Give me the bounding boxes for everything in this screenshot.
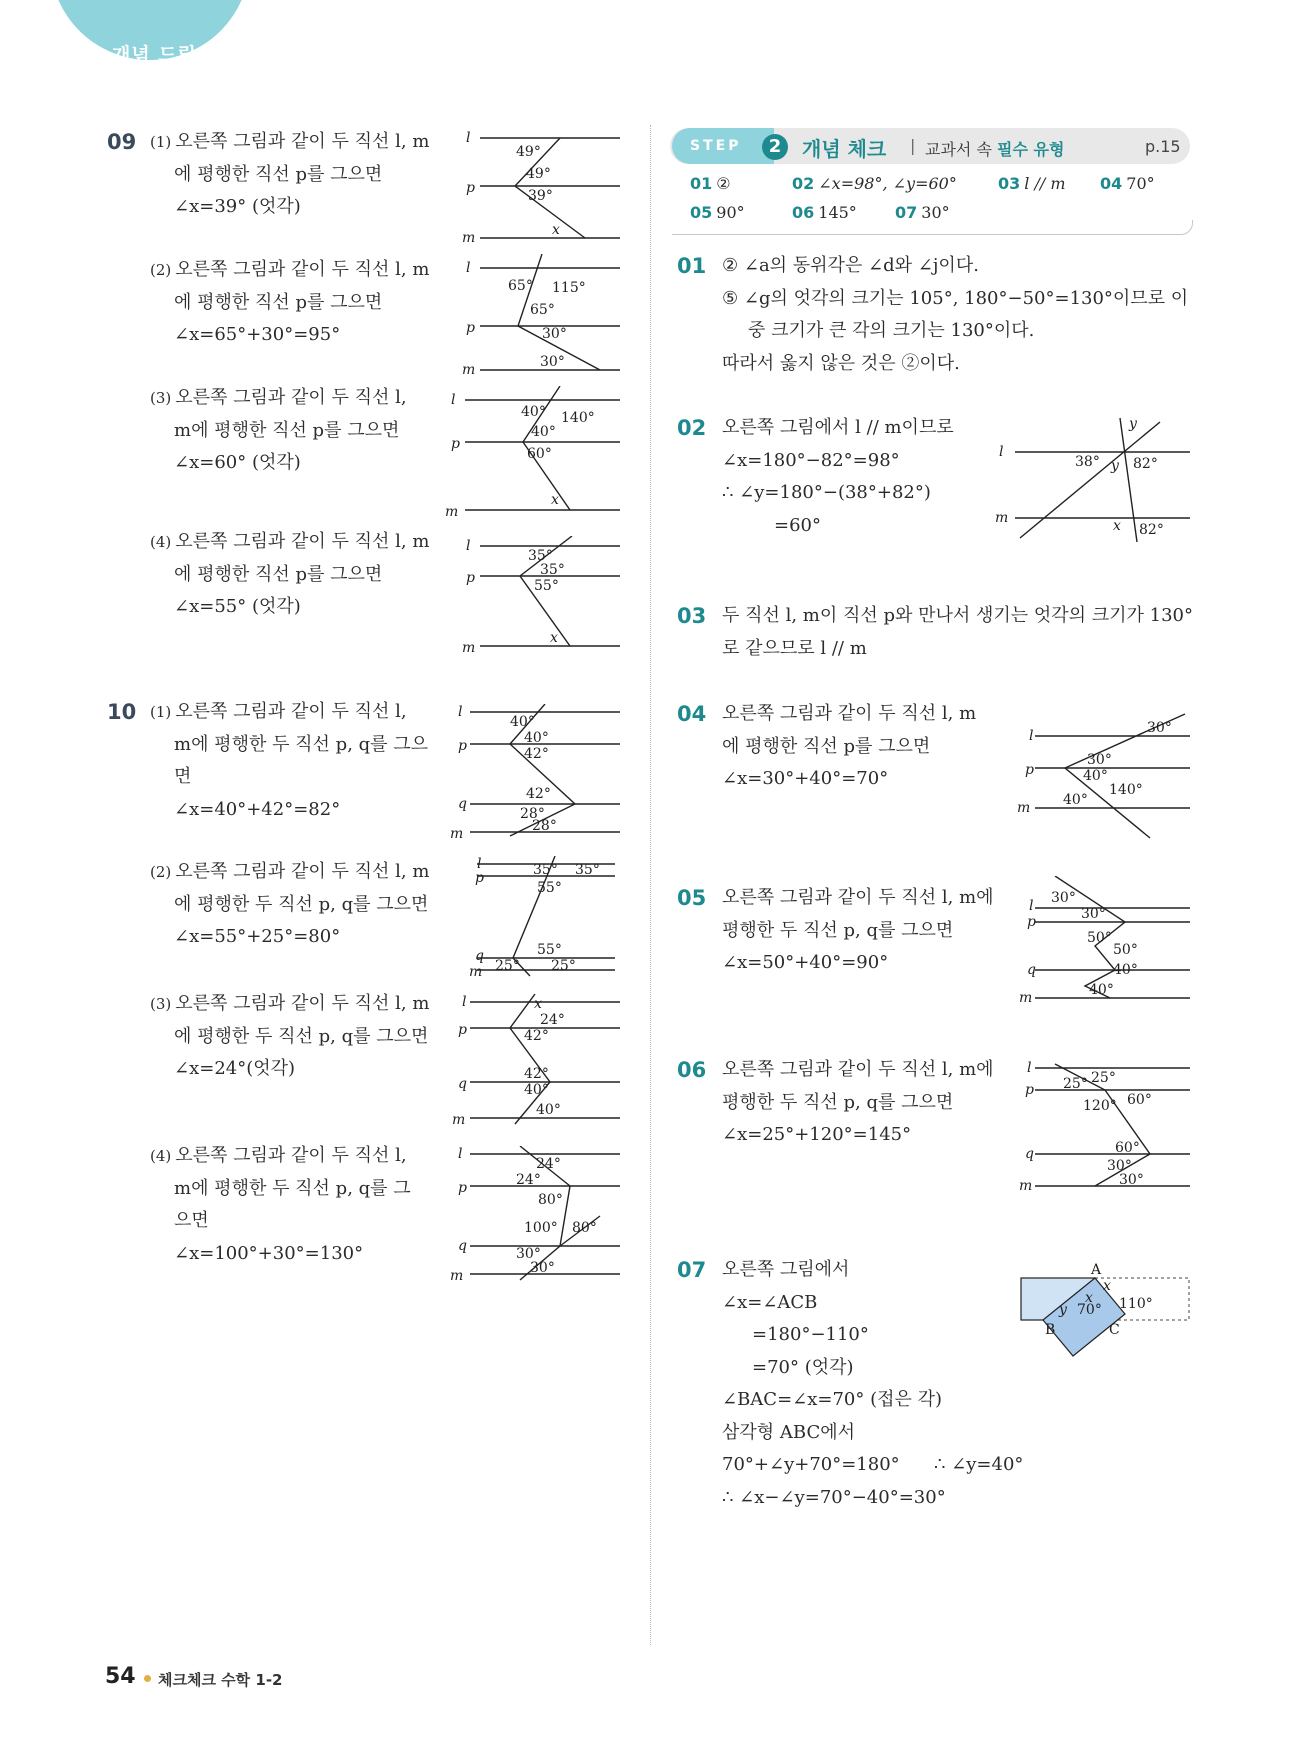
angle-label: 35° [528,548,553,564]
text-line: 오른쪽 그림과 같이 두 직선 l, m에 [722,1059,994,1080]
quick-answer: 06 145° [792,203,857,222]
angle-label: 40° [524,1082,549,1098]
text-line: 중 크기가 큰 각의 크기는 130°이다. [748,320,1035,341]
figure-10-2 [465,856,625,978]
angle-y: y [1129,416,1137,432]
label-l: l [1029,728,1034,744]
angle-label: 60° [1127,1092,1152,1108]
step-subtitle [925,137,1064,160]
angle-label: 100° [524,1220,558,1236]
label-q: q [1025,1146,1034,1162]
label-m: m [995,510,1009,526]
text-line: ∠x=25°+120°=145° [722,1124,912,1145]
label-p: p [1027,914,1036,930]
angle-label: 24° [536,1156,561,1172]
text-line: ∠x=55° (엇각) [174,596,301,617]
text-line: 오른쪽 그림과 같이 두 직선 l, m에 [722,887,994,908]
text-line: 오른쪽 그림에서 [722,1259,850,1280]
text-line: =180°−110° [752,1324,869,1345]
q09-2-text [150,254,440,352]
label-l: l [466,130,471,146]
angle-label: 82° [1139,522,1164,538]
angle-y: y [1059,1302,1067,1318]
figure-05 [1015,876,1195,1011]
text-line: 따라서 옳지 않은 것은 ②이다. [722,352,960,374]
angle-label: 115° [552,280,586,296]
q09-4-text [150,526,440,624]
text-line: 에 평행한 두 직선 p, q를 그으면 [174,1025,429,1047]
angle-label: 30° [516,1246,541,1262]
answer-number: 04 [677,702,707,726]
q10-1-text [150,696,440,826]
label-p: p [458,1180,467,1196]
quick-answer: 07 30° [895,203,950,222]
angle-label: 25° [551,958,576,974]
text-line: ∠x=40°+42°=82° [174,798,341,820]
figure-06 [1015,1058,1195,1198]
label-p: p [475,870,484,886]
text-line: ∠x=∠ACB [722,1291,818,1313]
quick-answer: 04 70° [1100,174,1155,193]
angle-label: 49° [526,166,551,182]
quick-answer: 02 ∠x=98°, ∠y=60° [792,174,957,193]
label-l: l [1029,898,1034,914]
footer-dot [144,1675,151,1682]
label-A: A [1091,1262,1102,1278]
label-C: C [1109,1322,1120,1338]
text-line: 70°+∠y+70°=180° ∴ ∠y=40° [722,1454,1024,1475]
column-divider [650,125,651,1645]
label-p: p [466,570,475,586]
text-line: ∠x=100°+30°=130° [174,1242,364,1264]
text-line: 으면 [174,1210,209,1231]
angle-label: 42° [526,786,551,802]
angle-label: 30° [1087,752,1112,768]
book-title: 체크체크 수학 1-2 [158,1671,283,1689]
text-line: 에 평행한 직선 p를 그으면 [722,735,931,757]
angle-label: 60° [1115,1140,1140,1156]
label-m: m [462,640,476,652]
label-m: m [450,1268,464,1284]
angle-label: 30° [542,326,567,342]
figure-04 [1015,712,1195,842]
angle-label: 25° [1091,1070,1116,1086]
label-p: p [451,436,460,452]
angle-label: 55° [534,578,559,594]
label-m: m [450,826,464,839]
page-number: 54 [105,1664,136,1689]
label-B: B [1045,1322,1056,1338]
angle-label: 30° [1119,1172,1144,1188]
quick-answer: 05 90° [690,203,745,222]
answer-07-text [722,1254,1023,1514]
angle-label: 40° [521,404,546,420]
text-line: ⑤ ∠g의 엇각의 크기는 105°, 180°−50°=130°이므로 이 [722,287,1189,309]
angle-x: x [1085,1290,1093,1306]
label-q: q [475,948,484,964]
text-line: 오른쪽 그림과 같이 두 직선 l, [175,701,407,722]
angle-label: 28° [520,806,545,822]
angle-x: x [551,492,559,508]
text-line: ∠BAC=∠x=70° (접은 각) [722,1389,943,1410]
angle-label: 80° [572,1220,597,1236]
label-l: l [458,1146,463,1162]
text-line: 오른쪽 그림과 같이 두 직선 l, [175,387,407,408]
angle-label: 70° [1077,1302,1102,1318]
angle-label: 40° [536,1102,561,1118]
label-l: l [462,994,467,1010]
sub-label: (3) [150,389,172,407]
label-p: p [466,320,475,336]
label-m: m [452,1112,466,1126]
figure-07 [1015,1258,1195,1378]
angle-label: 50° [1087,930,1112,946]
figure-09-3 [445,386,625,516]
angle-label: 42° [524,1028,549,1044]
text-line: 오른쪽 그림과 같이 두 직선 l, m [175,131,430,152]
angle-label: 30° [1051,890,1076,906]
angle-label: 35° [533,862,558,878]
step-title: 개념 체크 [802,137,887,161]
angle-label: 39° [528,188,553,204]
text-line: =70° (엇각) [752,1356,854,1378]
label-q: q [458,1238,467,1254]
label-m: m [462,230,476,244]
angle-label: 40° [1063,792,1088,808]
angle-label: 42° [524,746,549,762]
text-line: m에 평행한 직선 p를 그으면 [174,419,400,441]
text-line: 오른쪽 그림과 같이 두 직선 l, m [175,259,430,280]
angle-label: 40° [1083,768,1108,784]
answer-number: 05 [677,886,707,910]
quick-answer-border [672,220,1193,235]
quick-answer: 03 l // m [998,174,1066,193]
angle-label: 140° [561,410,595,426]
q10-2-text [150,856,440,954]
text-line: ∠x=55°+25°=80° [174,926,341,947]
sub-label: (1) [150,133,172,151]
angle-label: 65° [508,278,533,294]
text-line: 에 평행한 두 직선 p, q를 그으면 [174,893,429,915]
label-p: p [458,738,467,754]
text-line: ∠x=30°+40°=70° [722,768,889,789]
sub-label: (4) [150,533,172,551]
q09-1-text [150,126,440,224]
label-m: m [445,504,459,516]
subtitle-bold: 필수 유형 [997,140,1065,159]
text-line: 오른쪽 그림과 같이 두 직선 l, m [722,703,977,724]
text-line: ∠x=39° (엇각) [174,196,301,217]
angle-x: x [550,630,558,646]
angle-label: 50° [1113,942,1138,958]
answer-number: 06 [677,1058,707,1082]
angle-label: 35° [540,562,565,578]
sub-label: (3) [150,995,172,1013]
figure-09-4 [460,536,625,652]
answer-02-text [722,412,954,542]
angle-label: 42° [524,1066,549,1082]
angle-label: 30° [1147,720,1172,736]
angle-label: 38° [1075,454,1100,470]
text-line: ∠x=50°+40°=90° [722,952,889,973]
label-l: l [451,392,456,408]
figure-09-1 [460,126,625,244]
text-line: 삼각형 ABC에서 [722,1421,855,1443]
text-line: =60° [774,514,821,536]
figure-10-1 [450,704,625,839]
q10-3-text [150,988,440,1086]
text-line: 오른쪽 그림과 같이 두 직선 l, m [175,861,430,882]
label-l: l [999,444,1004,460]
angle-label: 30° [540,354,565,370]
label-m: m [1019,990,1033,1006]
label-p: p [466,180,475,196]
text-line: ∠x=65°+30°=95° [174,324,341,345]
figure-09-2 [460,254,625,376]
text-line: 오른쪽 그림과 같이 두 직선 l, [175,1145,407,1166]
text-line: 에 평행한 직선 p를 그으면 [174,163,383,185]
label-p: p [458,1022,467,1038]
problem-number: 09 [107,130,137,154]
text-line: 오른쪽 그림에서 l // m이므로 [722,417,954,438]
text-line: ∠x=180°−82°=98° [722,449,900,471]
sub-label: (2) [150,261,172,279]
label-l: l [477,856,482,872]
sub-label: (1) [150,703,172,721]
angle-label: 40° [524,730,549,746]
problem-number: 10 [107,700,137,724]
text-line: m에 평행한 두 직선 p, q를 그 [174,1177,411,1199]
text-line: ∴ ∠x−∠y=70°−40°=30° [722,1486,946,1508]
answer-number: 02 [677,416,707,440]
text-line: ∠x=60° (엇각) [174,452,301,473]
angle-label: 25° [1063,1076,1088,1092]
angle-label: 82° [1133,456,1158,472]
text-line: 오른쪽 그림과 같이 두 직선 l, m [175,531,430,552]
figure-10-3 [450,994,625,1126]
label-m: m [1017,800,1031,816]
text-line: 면 [174,766,192,787]
angle-label: 65° [530,302,555,318]
angle-x: x [1103,1278,1111,1294]
label-q: q [458,1076,467,1092]
label-l: l [466,260,471,276]
angle-x: x [552,222,560,238]
angle-label: 120° [1083,1098,1117,1114]
label-m: m [469,964,483,978]
angle-label: 60° [527,446,552,462]
chapter-tab-label: 개념 드릴 [112,44,198,66]
angle-label: 55° [537,880,562,896]
sub-label: (2) [150,863,172,881]
angle-label: 40° [531,424,556,440]
label-l: l [1027,1060,1032,1076]
text-line: m에 평행한 두 직선 p, q를 그으 [174,733,429,755]
label-m: m [1019,1178,1033,1194]
step-separator: | [910,136,916,155]
answer-01-text [722,250,1188,380]
angle-y: y [1111,458,1119,474]
q10-4-text [150,1140,440,1270]
angle-label: 25° [495,958,520,974]
q09-3-text [150,382,440,480]
angle-x: x [534,996,542,1012]
angle-label: 30° [530,1260,555,1276]
answer-number: 03 [677,604,707,628]
text-line: 로 같으므로 l // m [722,637,867,659]
angle-label: 35° [575,862,600,878]
answer-number: 07 [677,1258,707,1282]
answer-number: 01 [677,254,707,278]
label-m: m [462,362,476,376]
text-line: 에 평행한 직선 p를 그으면 [174,291,383,313]
label-q: q [458,796,467,812]
angle-label: 80° [538,1192,563,1208]
answer-04-text [722,698,976,796]
angle-label: 40° [1089,982,1114,998]
subtitle-pre: 교과서 속 [925,140,997,159]
step-page-ref: p.15 [1145,137,1181,156]
angle-label: 140° [1109,782,1143,798]
answer-05-text [722,882,994,980]
angle-label: 24° [516,1172,541,1188]
angle-label: 49° [516,144,541,160]
angle-label: 24° [540,1012,565,1028]
label-q: q [1027,962,1036,978]
text-line: 오른쪽 그림과 같이 두 직선 l, m [175,993,430,1014]
answer-06-text [722,1054,994,1152]
text-line: 평행한 두 직선 p, q를 그으면 [722,919,954,941]
step-word: STEP [690,138,742,154]
quick-answer: 01 ② [690,174,731,193]
text-line: 에 평행한 직선 p를 그으면 [174,563,383,585]
angle-label: 40° [510,714,535,730]
angle-x: x [1113,518,1121,534]
figure-02 [995,414,1195,544]
sub-label: (4) [150,1147,172,1165]
text-line: ∴ ∠y=180°−(38°+82°) [722,482,931,503]
text-line: 평행한 두 직선 p, q를 그으면 [722,1091,954,1113]
label-p: p [1025,762,1034,778]
label-p: p [1025,1082,1034,1098]
label-l: l [458,704,463,720]
text-line: 두 직선 l, m이 직선 p와 만나서 생기는 엇각의 크기가 130° [722,605,1194,626]
angle-label: 55° [537,942,562,958]
angle-label: 30° [1081,906,1106,922]
angle-label: 30° [1107,1158,1132,1174]
figure-10-4 [450,1146,625,1284]
angle-label: 28° [532,818,557,834]
angle-label: 40° [1113,962,1138,978]
label-l: l [466,538,471,554]
text-line: ∠x=24°(엇각) [174,1058,296,1079]
text-line: ② ∠a의 동위각은 ∠d와 ∠j이다. [722,255,979,276]
angle-label: 110° [1119,1296,1153,1312]
answer-03-text [722,600,1193,665]
step-number: 2 [762,134,788,160]
